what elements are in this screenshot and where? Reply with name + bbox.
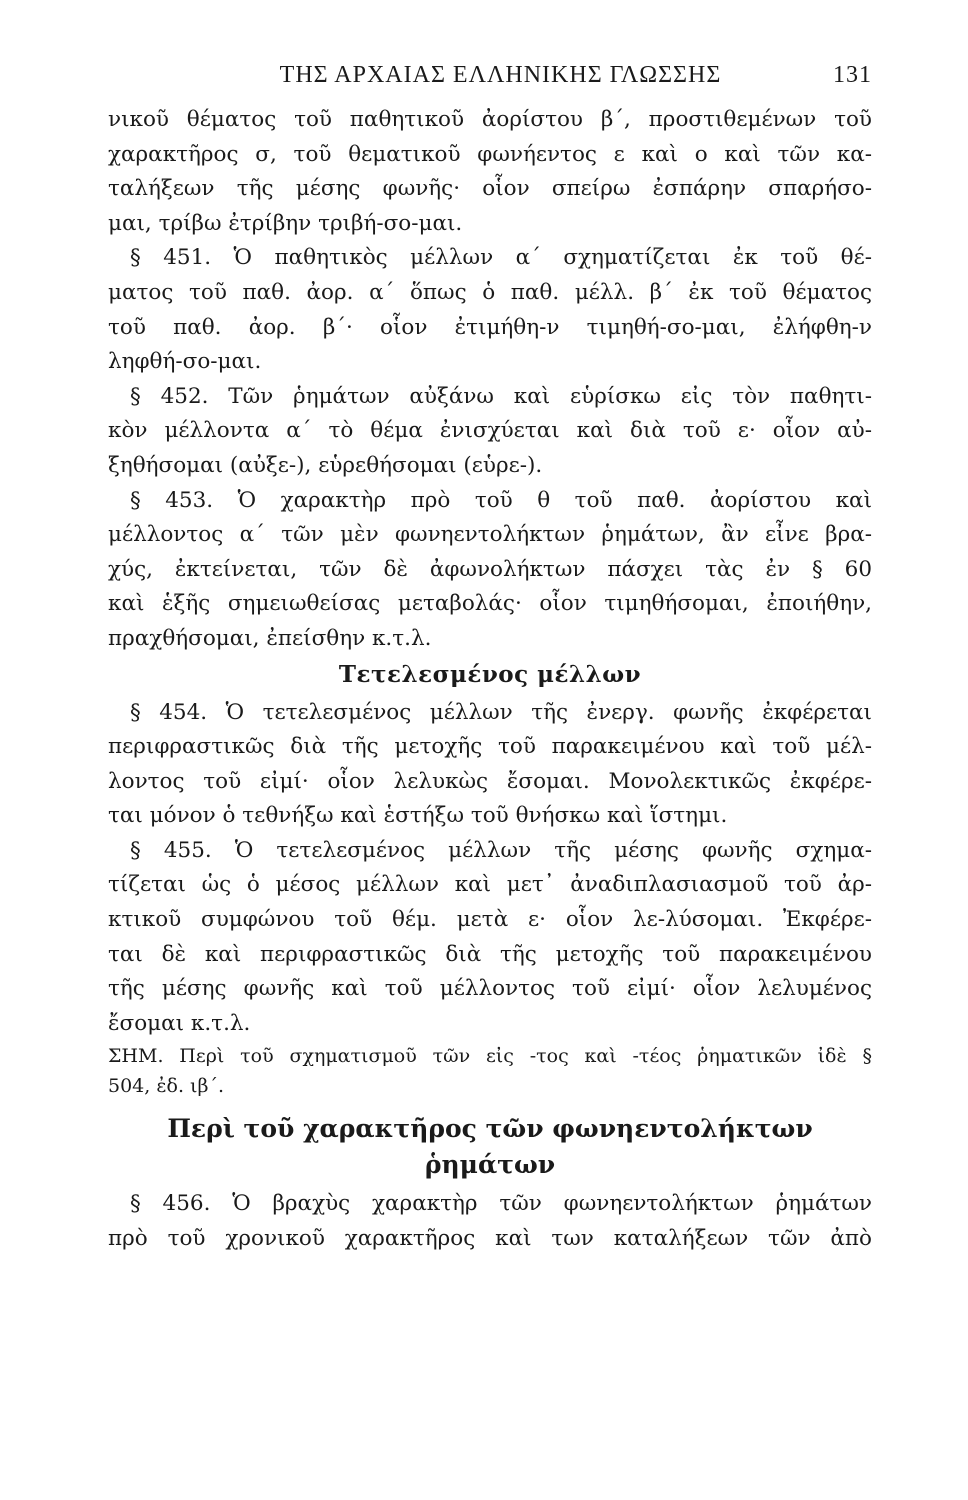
text-line: χαρακτῆρος σ, τοῦ θεματικοῦ φωνήεντος ε καὶ ο καὶ τῶν κα-: [108, 141, 872, 167]
text-line: ληφθή-σο-μαι.: [108, 349, 262, 375]
chapter-heading-line: Περὶ τοῦ χαρακτῆρος τῶν φωνηεντολήκτων: [167, 1114, 813, 1144]
text-line: μαι, τρίβω ἐτρίβην τριβή-σο-μαι.: [108, 210, 463, 236]
text-line: πραχθήσομαι, ἐπείσθην κ.τ.λ.: [108, 625, 432, 651]
text-line: ται μόνον ὁ τεθνήξω καὶ ἑστήξω τοῦ θνήσκω καὶ ἵστημι.: [108, 803, 728, 829]
note-line: ΣΗΜ. Περὶ τοῦ σχηματισμοῦ τῶν εἰς -τος καὶ -τέος ῥηματικῶν ἰδὲ §: [108, 1045, 872, 1068]
text-line: νικοῦ θέματος τοῦ παθητικοῦ ἀορίστου β΄, προστιθεμένων τοῦ: [108, 107, 872, 132]
paragraph-454: [108, 696, 872, 834]
text-line: ματος τοῦ παθ. ἀορ. α΄ ὅπως ὁ παθ. μέλλ. β΄ ἐκ τοῦ θέματος: [108, 279, 872, 305]
text-line: τῆς μέσης φωνῆς καὶ τοῦ μέλλοντος τοῦ εἰμί· οἷον λελυμένος: [108, 976, 872, 1002]
text-line: § 451. Ὁ παθητικὸς μέλλων α΄ σχηματίζεται ἐκ τοῦ θέ-: [130, 245, 872, 271]
text-line: κτικοῦ συμφώνου τοῦ θέμ. μετὰ ε· οἷον λε-λύσομαι. Ἐκφέρε-: [108, 907, 872, 933]
text-line: λοντος τοῦ εἰμί· οἷον λελυκὼς ἔσομαι. Μονολεκτικῶς ἐκφέρε-: [108, 768, 872, 794]
running-title: ΤΗΣ ΑΡΧΑΙΑΣ ΕΛΛΗΝΙΚΗΣ ΓΛΩΣΣΗΣ: [279, 62, 722, 88]
running-head: [108, 62, 872, 89]
paragraph-451: [108, 241, 872, 379]
text-line: ταλήξεων τῆς μέσης φωνῆς· οἷον σπείρω ἐσπάρην σπαρήσο-: [108, 176, 872, 202]
text-line: § 452. Τῶν ῥημάτων αὐξάνω καὶ εὑρίσκω εἰς τὸν παθητι-: [130, 383, 872, 409]
text-line: § 456. Ὁ βραχὺς χαρακτὴρ τῶν φωνηεντολήκτων ῥημάτων: [130, 1191, 872, 1217]
text-line: πρὸ τοῦ χρονικοῦ χαρακτῆρος καὶ των καταλήξεων τῶν ἀπὸ: [108, 1226, 872, 1252]
section-heading: Τετελεσμένος μέλλων: [338, 660, 642, 688]
text-line: μέλλοντος α΄ τῶν μὲν φωνηεντολήκτων ῥημάτων, ἂν εἶνε βρα-: [108, 522, 872, 548]
page-number: 131: [833, 62, 872, 88]
chapter-heading: [108, 1111, 872, 1183]
paragraph-453: [108, 484, 872, 657]
text-line: § 453. Ὁ χαρακτὴρ πρὸ τοῦ θ τοῦ παθ. ἀορίστου καὶ: [130, 487, 872, 513]
paragraph-continued: [108, 103, 872, 241]
chapter-heading-line: ῥημάτων: [424, 1150, 556, 1180]
note: [108, 1041, 872, 1101]
text-line: § 454. Ὁ τετελεσμένος μέλλων τῆς ἐνεργ. φωνῆς ἐκφέρεται: [130, 699, 872, 725]
text-line: § 455. Ὁ τετελεσμένος μέλλων τῆς μέσης φωνῆς σχημα-: [130, 837, 872, 863]
text-line: ται δὲ καὶ περιφραστικῶς διὰ τῆς μετοχῆς τοῦ παρακειμένου: [108, 941, 872, 967]
note-line: 504, ἐδ. ιβ΄.: [108, 1075, 225, 1098]
text-line: περιφραστικῶς διὰ τῆς μετοχῆς τοῦ παρακειμένου καὶ τοῦ μέλ-: [108, 734, 872, 760]
paragraph-456: [108, 1187, 872, 1256]
paragraph-452: [108, 380, 872, 484]
text-line: καὶ ἑξῆς σημειωθείσας μεταβολάς· οἷον τιμηθήσομαι, ἐποιήθην,: [108, 591, 872, 617]
paragraph-455: [108, 834, 872, 1042]
text-line: τοῦ παθ. ἀορ. β΄· οἷον ἐτιμήθη-ν τιμηθή-σο-μαι, ἐλήφθη-ν: [108, 314, 872, 340]
text-line: χύς, ἐκτείνεται, τῶν δὲ ἀφωνολήκτων πάσχει τὰς ἐν § 60: [108, 556, 872, 582]
text-line: τίζεται ὡς ὁ μέσος μέλλων καὶ μετ᾽ ἀναδιπλασιασμοῦ τοῦ ἀρ-: [108, 872, 872, 898]
text-line: ξηθήσομαι (αὐξε-), εὑρεθήσομαι (εὑρε-).: [108, 452, 543, 478]
text-line: κὸν μέλλοντα α΄ τὸ θέμα ἐνισχύεται καὶ διὰ τοῦ ε· οἷον αὐ-: [108, 418, 872, 444]
text-line: ἔσομαι κ.τ.λ.: [108, 1010, 251, 1036]
